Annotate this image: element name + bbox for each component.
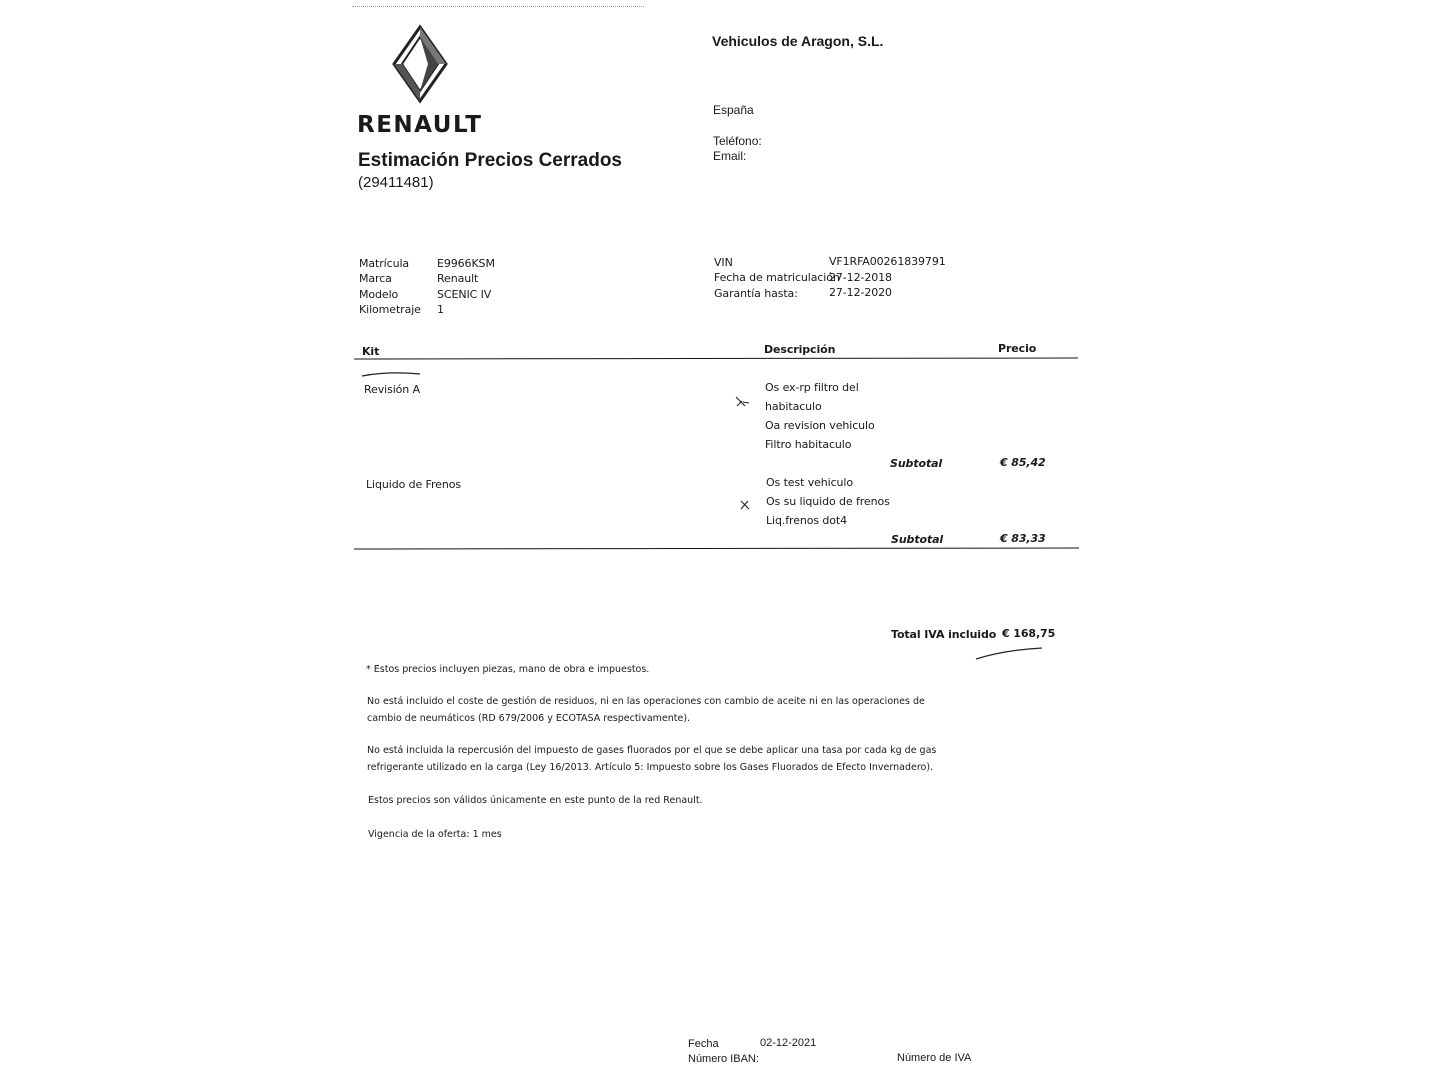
- kit-name: Liquido de Frenos: [366, 478, 461, 491]
- subtotal-value: € 85,42: [1000, 456, 1046, 469]
- brand-wordmark: RENAULT: [357, 112, 483, 138]
- handwritten-check-mark-icon: [738, 498, 752, 512]
- kit-description-line: Os test vehiculo: [766, 476, 854, 489]
- handwritten-check-mark-icon: [734, 395, 750, 409]
- total-value: € 168,75: [1002, 627, 1056, 640]
- note-line: refrigerante utilizado en la carga (Ley 16/2013. Artículo 5: Impuesto sobre los Gases Fluorados de Efecto Invernadero).: [367, 762, 934, 773]
- warranty-value: 27-12-2020: [829, 286, 892, 299]
- vin-label: VIN: [714, 256, 733, 269]
- note-line: * Estos precios incluyen piezas, mano de obra e impuestos.: [366, 664, 650, 675]
- registration-date-value: 27-12-2018: [829, 271, 892, 284]
- vin-value: VF1RFA00261839791: [829, 255, 946, 268]
- kit-description-line: habitaculo: [765, 400, 822, 413]
- warranty-label: Garantía hasta:: [714, 287, 798, 300]
- scan-edge: [352, 6, 644, 7]
- company-country: España: [713, 103, 754, 117]
- model-label: Modelo: [359, 288, 399, 301]
- kit-name: Revisión A: [364, 383, 420, 396]
- kit-description-line: Os ex-rp filtro del: [765, 381, 859, 394]
- plate-label: Matrícula: [359, 257, 410, 270]
- document-number: (29411481): [358, 174, 434, 191]
- model-value: SCENIC IV: [437, 288, 492, 301]
- note-line: No está incluido el coste de gestión de residuos, ni en las operaciones con cambio de aceite ni en las operaciones de: [367, 696, 925, 707]
- col-price-header: Precio: [998, 342, 1037, 355]
- kit-description-line: Oa revision vehiculo: [765, 419, 875, 432]
- subtotal-label: Subtotal: [891, 533, 944, 546]
- make-label: Marca: [359, 272, 392, 285]
- kit-description-line: Liq.frenos dot4: [766, 514, 848, 527]
- kit-description-line: Filtro habitaculo: [765, 438, 852, 451]
- vat-number-label: Número de IVA: [897, 1052, 972, 1064]
- table-footer-rule: [354, 547, 1079, 549]
- phone-label: Teléfono:: [713, 134, 762, 148]
- pen-stroke-mark: [360, 370, 422, 378]
- registration-date-label: Fecha de matriculación: [714, 271, 840, 284]
- col-kit-header: Kit: [362, 345, 380, 358]
- renault-logo-icon: [386, 24, 454, 104]
- plate-value: E9966KSM: [437, 257, 495, 270]
- kit-description-line: Os su liquido de frenos: [766, 495, 890, 508]
- date-value: 02-12-2021: [760, 1037, 817, 1049]
- make-value: Renault: [437, 272, 479, 285]
- col-description-header: Descripción: [764, 343, 836, 356]
- subtotal-value: € 83,33: [1000, 532, 1046, 545]
- total-label: Total IVA incluido: [891, 628, 997, 641]
- subtotal-label: Subtotal: [890, 457, 943, 470]
- document-title: Estimación Precios Cerrados: [358, 150, 622, 171]
- pen-stroke-mark: [974, 644, 1046, 662]
- iban-label: Número IBAN:: [688, 1053, 759, 1065]
- note-line: Estos precios son válidos únicamente en este punto de la red Renault.: [368, 795, 703, 806]
- company-name: Vehiculos de Aragon, S.L.: [712, 33, 884, 49]
- email-label: Email:: [713, 149, 747, 163]
- mileage-label: Kilometraje: [359, 303, 421, 316]
- date-label: Fecha: [688, 1038, 719, 1050]
- note-line: Vigencia de la oferta: 1 mes: [368, 829, 502, 840]
- mileage-value: 1: [437, 303, 444, 316]
- note-line: No está incluida la repercusión del impuesto de gases fluorados por el que se debe aplicar una tasa por cada kg de gas: [367, 745, 937, 756]
- table-header-rule: [354, 357, 1078, 359]
- note-line: cambio de neumáticos (RD 679/2006 y ECOTASA respectivamente).: [367, 713, 691, 724]
